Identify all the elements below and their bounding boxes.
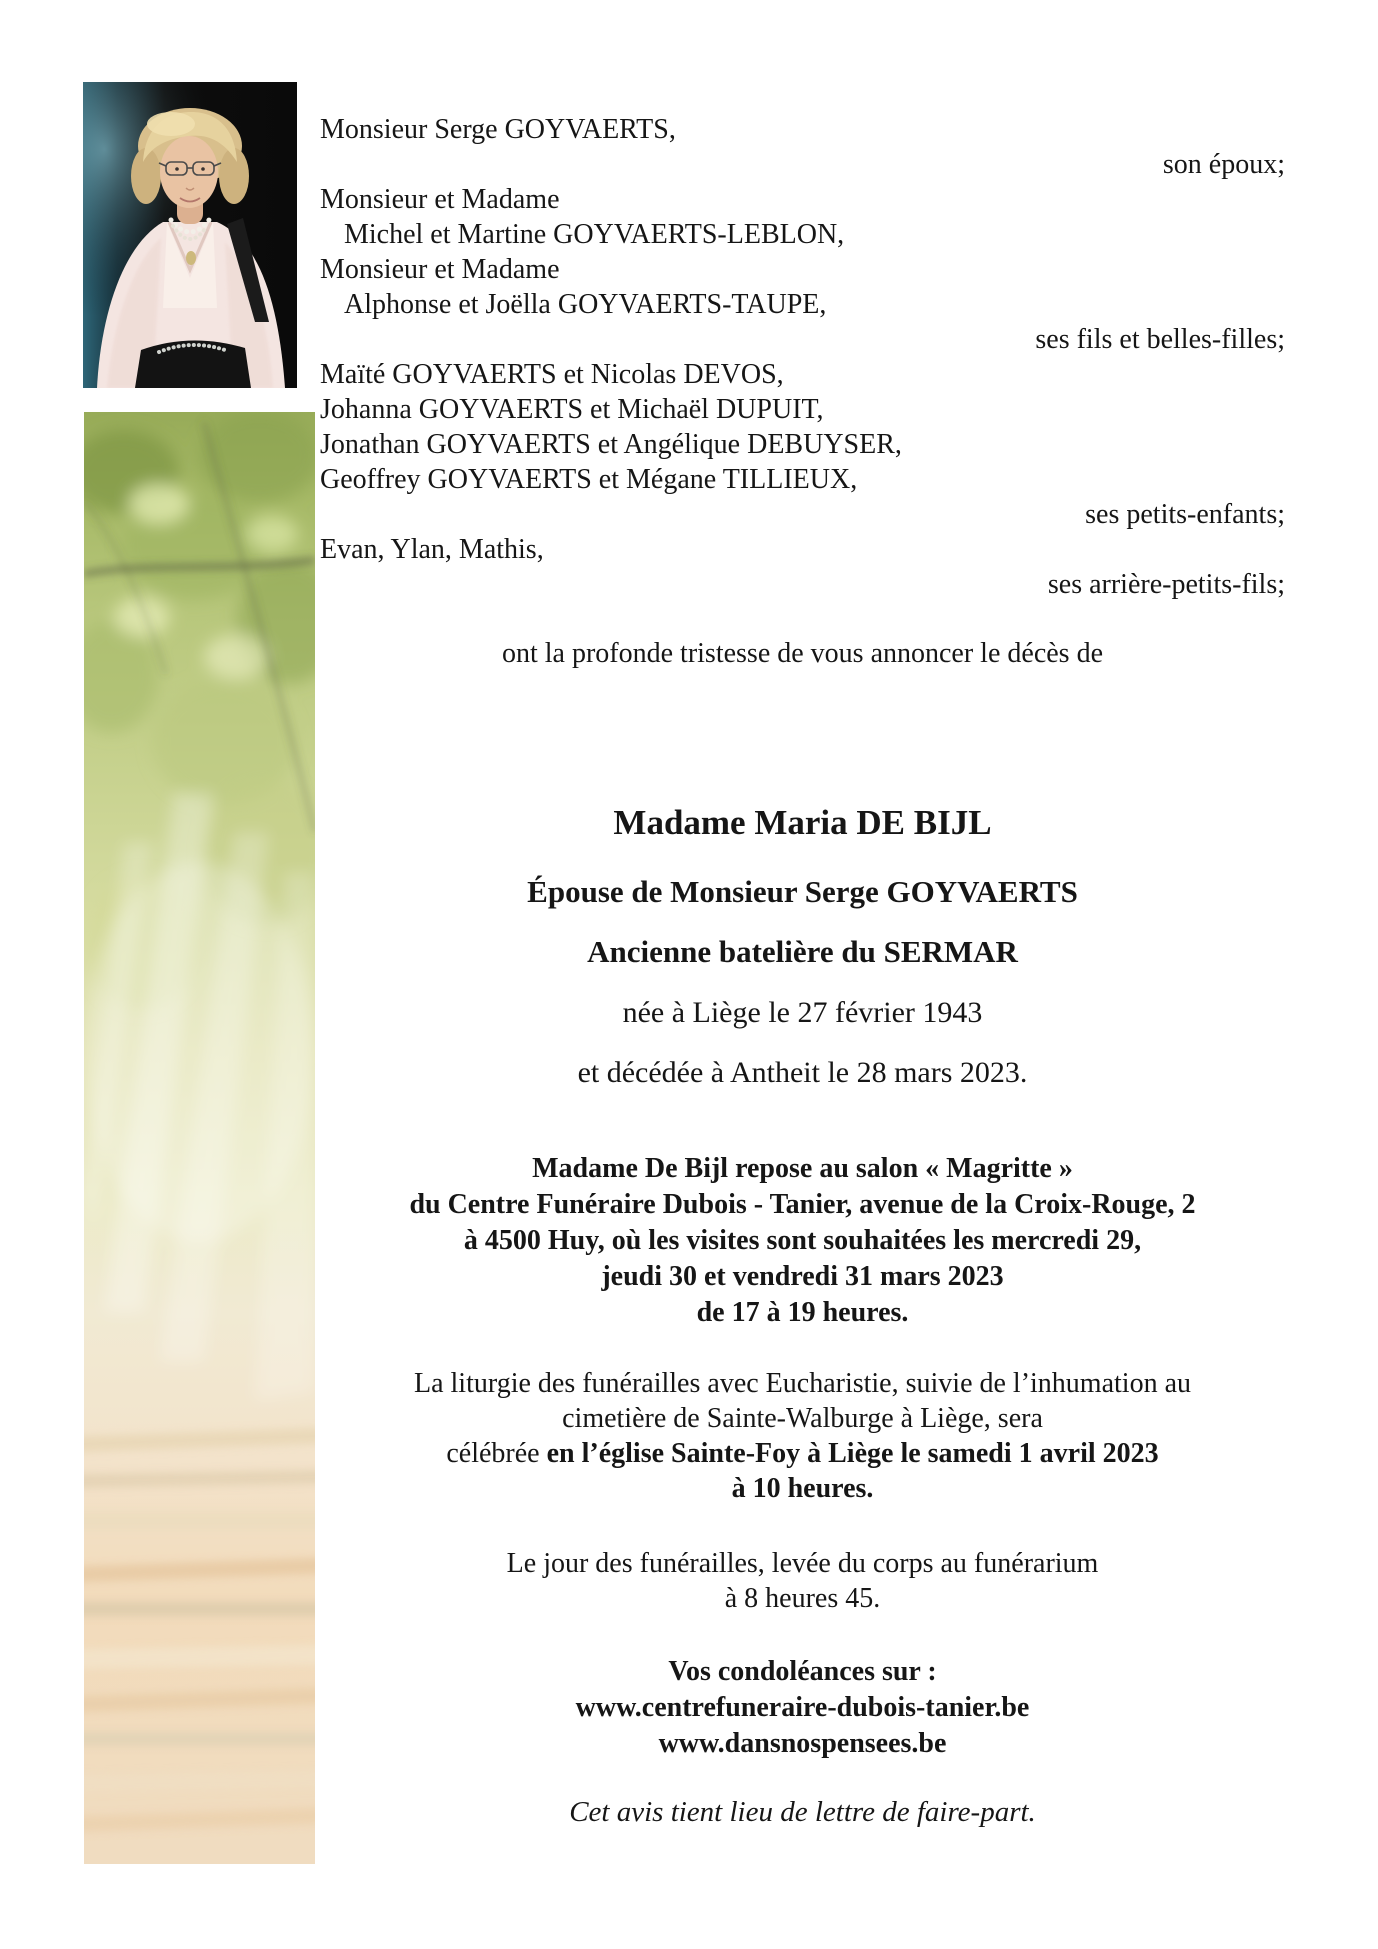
forest-path-illustration (84, 412, 315, 1864)
funeral-line-1: La liturgie des funérailles avec Eucharistie, suivie de l’inhumation au (414, 1368, 1191, 1399)
family-announcement-block (320, 112, 1285, 602)
visitation-line-4: jeudi 30 et vendredi 31 mars 2023 (601, 1261, 1004, 1292)
deceased-name: Madame Maria DE BIJL (613, 803, 992, 842)
levee-line-1: Le jour des funérailles, levée du corps au funérarium (506, 1548, 1099, 1579)
grandchild1-line: Maïté GOYVAERTS et Nicolas DEVOS, (320, 359, 784, 390)
visitation-block (320, 1151, 1285, 1331)
great-grandchildren-line: Evan, Ylan, Mathis, (320, 534, 544, 565)
portrait-illustration (83, 82, 297, 388)
deceased-death-line: et décédée à Antheit le 28 mars 2023. (577, 1056, 1028, 1089)
husband-line: Monsieur Serge GOYVAERTS, (320, 114, 676, 145)
funeral-block (320, 1366, 1285, 1506)
funeral-line-4: à 10 heures. (731, 1473, 874, 1504)
condolences-website-2: www.dansnospensees.be (658, 1728, 947, 1759)
great-grandchildren-relation-label: ses arrière-petits-fils; (1047, 569, 1285, 600)
levee-line-2: à 8 heures 45. (724, 1583, 881, 1614)
funeral-line-3-regular: célébrée (446, 1438, 547, 1469)
levee-block (320, 1546, 1285, 1616)
deceased-occupation-line: Ancienne batelière du SERMAR (587, 934, 1018, 969)
portrait-photo (83, 82, 297, 388)
deceased-spouse-line: Épouse de Monsieur Serge GOYVAERTS (527, 874, 1078, 909)
visitation-line-3: à 4500 Huy, où les visites sont souhaitées les mercredi 29, (463, 1225, 1142, 1256)
husband-relation-label: son époux; (1162, 149, 1285, 180)
couple1-title-line: Monsieur et Madame (320, 184, 560, 215)
deceased-birth-line: née à Liège le 27 février 1943 (622, 996, 983, 1029)
couple1-names-line: Michel et Martine GOYVAERTS-LEBLON, (344, 219, 845, 250)
couple2-names-line: Alphonse et Joëlla GOYVAERTS-TAUPE, (344, 289, 827, 320)
visitation-line-1: Madame De Bijl repose au salon « Magritte » (532, 1153, 1073, 1184)
visitation-line-2: du Centre Funéraire Dubois - Tanier, avenue de la Croix-Rouge, 2 (409, 1189, 1196, 1220)
funeral-line-2: cimetière de Sainte-Walburge à Liège, sera (562, 1403, 1043, 1434)
forest-path-photo (84, 412, 315, 1864)
grandchild4-line: Geoffrey GOYVAERTS et Mégane TILLIEUX, (320, 464, 858, 495)
condolences-heading: Vos condoléances sur : (668, 1656, 937, 1687)
visitation-line-5: de 17 à 19 heures. (696, 1297, 909, 1328)
funeral-line-3-bold: en l’église Sainte-Foy à Liège le samedi 1 avril 2023 (546, 1438, 1159, 1469)
condolences-block (320, 1654, 1285, 1762)
grandchild3-line: Jonathan GOYVAERTS et Angélique DEBUYSER, (320, 429, 902, 460)
grandchild2-line: Johanna GOYVAERTS et Michaël DUPUIT, (320, 394, 824, 425)
condolences-website-1: www.centrefuneraire-dubois-tanier.be (575, 1692, 1030, 1723)
funeral-line-3 (320, 1436, 1285, 1471)
grandchildren-relation-label: ses petits-enfants; (1085, 499, 1285, 530)
couple2-title-line: Monsieur et Madame (320, 254, 560, 285)
sons-relation-label: ses fils et belles-filles; (1035, 324, 1285, 355)
footer-notice: Cet avis tient lieu de lettre de faire-part. (569, 1796, 1036, 1828)
announcement-intro: ont la profonde tristesse de vous annoncer le décès de (501, 638, 1103, 669)
